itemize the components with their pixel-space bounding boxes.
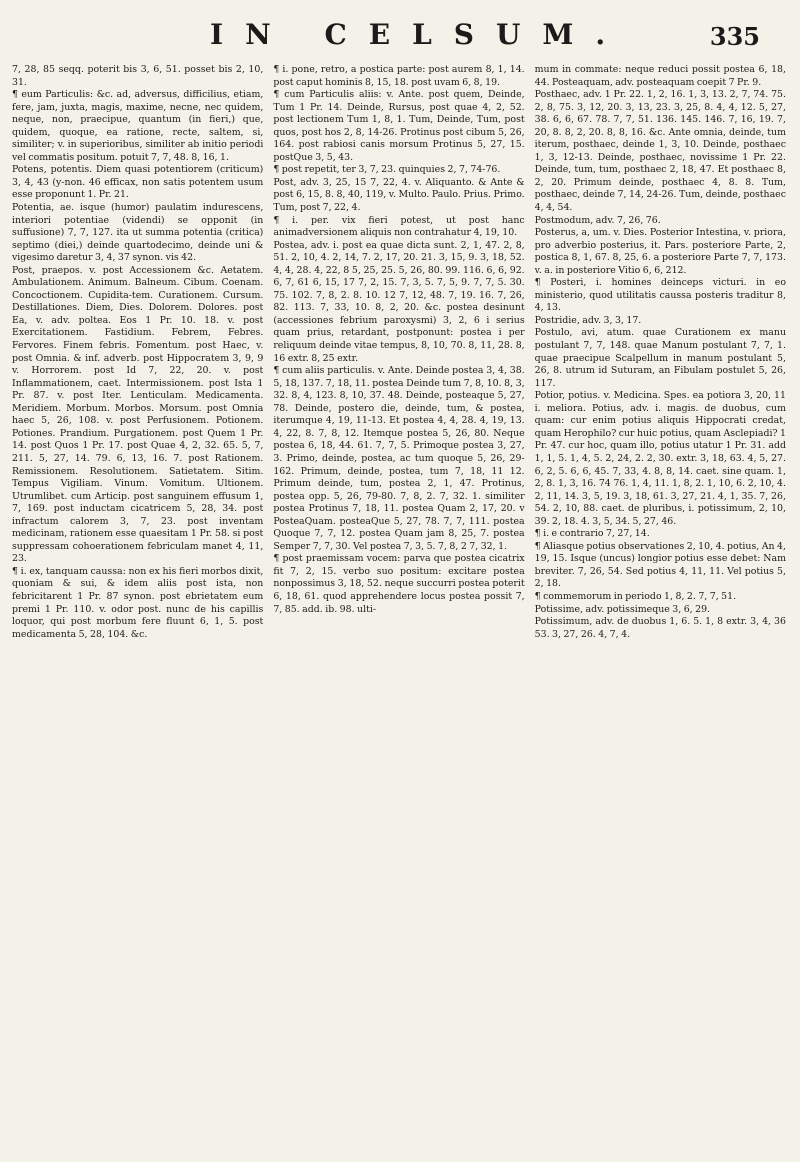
index-entry: Post, adv. 3, 25, 15 7, 22, 4. v. Aliquanto. & Ante & post 6, 15, 8. 8, 40, 119, v. Multo. Paulo. Prius. Primo. Tum, post 7, 22, 4. [273, 176, 525, 214]
index-entry: Post, praepos. v. post Accessionem &c. Aetatem. Ambulationem. Animum. Balneum. Cibum. Coenam. Concoctionem. Cupidita-tem. Curationem. Cursum. Destillationes. Diem, Dies. Dolorem. Dolores. post Ea, v. adv. poltea. Eos 1 Pr. 10. 18. v. post Exercitationem. Fastidium. Febrem, Febres. Fervores. Finem febris. Fomentum. post Haec, v. post Omnia. & inf. adverb. post Hippocratem 3, 9, 9 v. Horrorem. post Id 7, 22, 20. v. post Inflammationem, caet. Intermissionem. post Ista 1 Pr. 87. v. post Iter. Lenticulam. Medicamenta. Meridiem. Morbum. Morbos. Morsum. post Omnia haec 5, 26, 108. v. post Perfusionem. Potionem. Potiones. Prandium. Purgationem. post Quem 1 Pr. 14. post Quos 1 Pr. 17. post Quae 4, 2, 32. 65. 5, 7, 211. 5, 27, 14. 79. 6, 13, 16. 7. post Rationem. Remissionem. Resolutionem. Satietatem. Sitim. Tempus Vigiliam. Vinum. Vomitum. Ultionem. Utrumlibet. cum Articip. post sanguinem effusum 1, 7, 169. post inductam cicatricem 5, 28, 34. post infractum calorem 3, 7, 23. post inventam medicinam, rationem esse quaesitam 1 Pr. 58. si post suppressam cohoerationem febriculam manet 4, 11, 23. [12, 264, 264, 565]
index-entry: ¶ Aliasque potius observationes 2, 10, 4. potius, An 4, 19, 15. Isque (uncus) longior potius esse debet: Nam breviter. 7, 26, 54. Sed potius 4, 11, 11. Vel potius 5, 2, 18. [534, 540, 786, 590]
index-entry: ¶ post repetit, ter 3, 7, 23. quinquies 2, 7, 74-76. [273, 164, 501, 176]
index-entry: ¶ eum Particulis: &c. ad, adversus, difficilius, etiam, fere, jam, juxta, magis, maxime, necne, nec quidem, neque, non, praecipue, quantum (in fieri,) que, quidem, quoque, ea ratione, recte, saltem, si, similiter; v. in superioribus, similiter ab initio periodi vel commatis positum. potuit 7, 7, 48. 8, 16, 1. [12, 89, 264, 163]
index-entry: ¶ i. e contrario 7, 27, 14. [534, 528, 650, 540]
index-entry: Postmodum, adv. 7, 26, 76. [534, 214, 661, 226]
index-entry: Potior, potius. v. Medicina. Spes. ea potiora 3, 20, 11 i. meliora. Potius, adv. i. magis. de duobus, cum quam: cur enim potius aliquis Hippocrati credat, quam Herophilo? cur huic potius, quam Asclepiadi? 1 Pr. 47. cur hoc, quam illo, potius utatur 1 Pr. 31. add 1, 1, 5. 1, 4, 5. 2, 24, 2. 2, 30. extr. 3, 18, 63. 4, 5, 27. 6, 2, 5. 6, 6, 45. 7, 33, 4. 8, 8, 14. caet. sine quam. 1, 2, 8. 1, 3, 16. 74 76. 1, 4, 11. 1, 8, 2. 1, 10, 6. 2, 10, 4. 2, 11, 14. 3, 5, 19. 3, 18, 61. 3, 27, 21. 4, 1, 35. 7, 26, 54. 2, 10, 88. caet. de pluribus, i. potissimum, 2, 10, 39. 2, 18. 4. 3, 5, 34. 5, 27, 46. [534, 390, 786, 527]
index-entry: ¶ Posteri, i. homines deinceps victuri. in eo ministerio, quod utilitatis caussa posteris traditur 8, 4, 13. [534, 277, 786, 314]
running-head: IN CELSUM. [210, 18, 628, 51]
index-columns [12, 64, 786, 1152]
index-entry: ¶ commemorum in periodo 1, 8, 2. 7, 7, 51. [534, 590, 737, 602]
index-entry: ¶ i. ex, tanquam caussa: non ex his fieri morbos dixit, quoniam & sui, & idem aliis post ista, non febricitarent 1 Pr. 87 synon. post ebrietatem eum premi 1 Pr. 110. v. odor post. nunc de his capillis loquor, qui post morbum fere fluunt 6, 1, 5. post medicamenta 5, 28, 104. &c. [12, 565, 264, 640]
index-entry: ¶ post praemissam vocem: parva que postea cicatrix fit 7, 2, 15. verbo suo positum: excitare postea nonpossimus 3, 18, 52. neque succurri postea poterit 6, 18, 61. quod apprehendere locus postea possit 7, 7, 85. add. ib. 98. ulti- [273, 553, 525, 615]
index-entry: Posterus, a, um. v. Dies. Posterior Intestina, v. priora, pro adverbio posterius, it. Pars. posteriore Parte, 2, postica 8, 1, 67. 8, 25, 6. a posteriore Parte 7, 7, 173. v. a. in posteriore Vitio 6, 6, 212. [534, 227, 786, 276]
index-entry: Potissimum, adv. de duobus 1, 6. 5. 1, 8 extr. 3, 4, 36 53. 3, 27, 26. 4, 7, 4. [534, 616, 786, 640]
index-entry: ¶ cum Particulis aliis: v. Ante. post quem, Deinde, Tum 1 Pr. 14. Deinde, Rursus, post quae 4, 2, 52. post lectionem Tum 1, 8, 1. Tum, Deinde, Tum, post quos, post hos 2, 8, 14-26. Protinus post cibum 5, 26, 164. post rabiosi canis morsum Protinus 5, 27, 15. postQue 3, 5, 43. [273, 89, 525, 163]
column-left [12, 64, 263, 1152]
page-header [0, 18, 800, 58]
index-entry: ¶ cum aliis particulis. v. Ante. Deinde postea 3, 4, 38. 5, 18, 137. 7, 18, 11. postea Deinde tum 7, 8, 10. 8, 3, 32. 8, 4, 123. 8, 10, 37. 48. Deinde, posteaque 5, 27, 78. Deinde, postero die, deinde, tum, & postea, iterumque 4, 19, 11-13. Et postea 4, 4, 28. 4, 19, 13. 4, 22, 8. 7, 8, 12. Itemque postea 5, 26, 80. Neque postea 6, 18, 44. 61. 7, 7, 5. Primoque postea 3, 27, 3. Primo, deinde, postea, ac tum quoque 5, 26, 29-162. Primum, deinde, postea, tum 7, 18, 11 12. Primum deinde, tum, postea 2, 1, 47. Protinus, postea opp. 5, 26, 79-80. 7, 8, 2. 7, 32. 1. similiter postea Protinus 7, 18, 11. postea Quam 2, 17, 20. v PosteaQuam. posteaQue 5, 27, 78. 7, 7, 111. postea Quoque 7, 7, 12. postea Quam jam 8, 25, 7. postea Semper 7, 7, 30. Vel postea 7, 3, 5. 7, 8, 2 7, 32, 1. [273, 365, 525, 552]
page-number: 335 [709, 22, 760, 51]
index-entry: Postulo, avi, atum. quae Curationem ex manu postulant 7, 7, 148. quae Manum postulant 7, 7, 1. quae praecipue Scalpellum in manum postulant 5, 26, 8. utrum id Suturam, an Fibulam postulet 5, 26, 117. [534, 327, 786, 389]
index-entry: 7, 28, 85 seqq. poterit bis 3, 6, 51. posset bis 2, 10, 31. [12, 64, 264, 88]
column-right [535, 64, 786, 1152]
index-entry: Potentia, ae. isque (humor) paulatim indurescens, interiori potentiae (videndi) se opponit (in suffusione) 7, 7, 127. ita ut summa potentia (critica) septimo (diei,) deinde quartodecimo, deinde uni & vigesimo daretur 3, 4, 37 synon. vis 42. [12, 202, 264, 264]
index-entry: Potissime, adv. potissimeque 3, 6, 29. [534, 603, 711, 615]
index-entry: Posthaec, adv. 1 Pr. 22. 1, 2, 16. 1, 3, 13. 2, 7, 74. 75. 2, 8, 75. 3, 12, 20. 3, 13, 23. 3, 25, 8. 4, 4, 12. 5, 27, 38. 6, 6, 67. 78. 7, 7, 51. 136. 145. 146. 7, 16, 19. 7, 20, 8. 8, 2, 20. 8, 8, 16. &c. Ante omnia, deinde, tum iterum, posthaec, deinde 1, 3, 10. Deinde, posthaec 1, 3, 12-13. Deinde, posthaec, novissime 1 Pr. 22. Deinde, tum, tum, posthaec 2, 18, 47. Et posthaec 8, 2, 20. Primum deinde, posthaec 4, 8. 8. Tum, posthaec, deinde 7, 14, 24-26. Tum, deinde, posthaec 4, 4, 54. [534, 89, 786, 214]
index-entry: Potens, potentis. Diem quasi potentiorem (criticum) 3, 4, 43 (y-non. 46 efficax, non satis potentem usum esse proponunt 1. Pr. 21. [12, 164, 264, 201]
index-entry: ¶ i. pone, retro, a postica parte: post aurem 8, 1, 14. post caput hominis 8, 15, 18. post uvam 6, 8, 19. [273, 64, 525, 88]
index-entry: ¶ i. per. vix fieri potest, ut post hanc animadversionem aliquis non contrahatur 4, 19, 10. [273, 214, 525, 239]
index-entry: mum in commate: neque reduci possit postea 6, 18, 44. Posteaquam, adv. posteaquam coepit 7 Pr. 9. [534, 64, 786, 88]
index-entry: Postridie, adv. 3, 3, 17. [534, 314, 642, 326]
column-middle [273, 64, 524, 1152]
index-entry: Postea, adv. i. post ea quae dicta sunt. 2, 1, 47. 2, 8, 51. 2, 10, 4. 2, 14, 7. 2, 17, 20. 21. 3, 15, 9. 3, 18, 52. 4, 4, 28. 4, 22, 8 5, 25, 25. 5, 26, 80. 99. 116. 6, 6, 92. 6, 7, 61 6, 15, 17 7, 2, 15. 7, 3, 5. 7, 5, 9. 7, 7, 5. 30. 75. 102. 7, 8, 2. 8. 10. 12 7, 12, 48. 7, 19. 16. 7, 26, 82. 113. 7, 33, 10. 8, 2, 20. &c. postea desinunt (accessiones febrium paroxysmi) 3, 2, 6 i serius quam prius, retardant, postponunt: postea i per reliquum deinde vitae tempus, 8, 10, 70. 8, 11, 28. 8, 16 extr. 8, 25 extr. [273, 239, 525, 364]
